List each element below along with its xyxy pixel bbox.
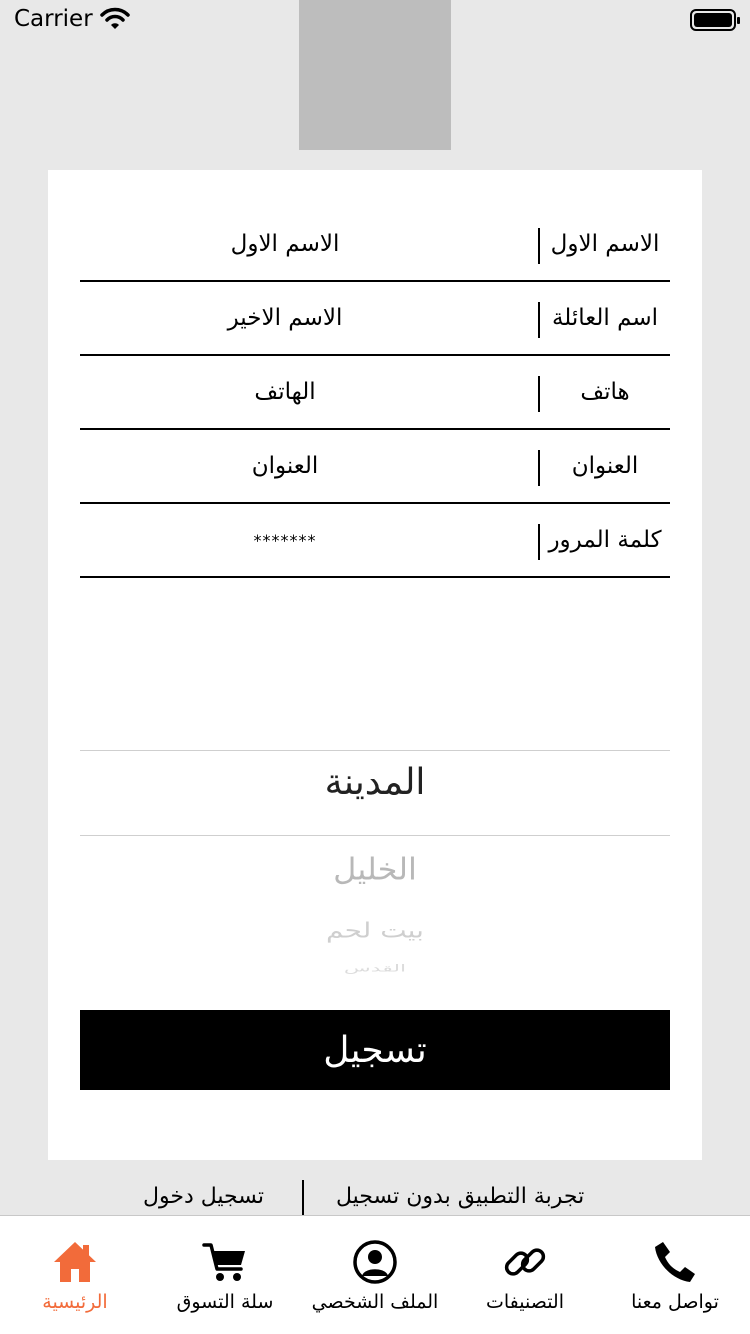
password-input[interactable]	[80, 504, 490, 576]
phone-row	[80, 356, 670, 430]
guest-mode-link[interactable]: تجربة التطبيق بدون تسجيل	[336, 1184, 585, 1209]
cart-icon	[201, 1238, 249, 1286]
tab-cart[interactable]	[150, 1216, 300, 1334]
tab-label: التصنيفات	[485, 1291, 565, 1313]
login-link[interactable]: تسجيل دخول	[143, 1184, 264, 1209]
tab-contact[interactable]	[600, 1216, 750, 1334]
first-name-row	[80, 208, 670, 282]
last-name-input[interactable]	[80, 282, 490, 354]
battery-icon	[690, 9, 736, 31]
registration-card	[48, 170, 702, 1160]
address-label: العنوان	[571, 453, 639, 479]
tab-categories[interactable]	[450, 1216, 600, 1334]
last-name-label: اسم العائلة	[551, 305, 659, 331]
links-divider	[302, 1180, 304, 1216]
tab-label: تواصل معنا	[631, 1291, 719, 1313]
tab-label: الملف الشخصي	[311, 1291, 439, 1313]
phone-label: هاتف	[580, 379, 630, 405]
picker-option[interactable]: بيت لحم	[326, 918, 424, 943]
phone-input[interactable]	[80, 356, 490, 428]
password-row	[80, 504, 670, 578]
phone-icon	[651, 1238, 699, 1286]
first-name-input[interactable]	[80, 208, 490, 280]
tab-home[interactable]	[0, 1216, 150, 1334]
picker-option[interactable]: القدس	[343, 962, 407, 975]
home-icon	[51, 1238, 99, 1286]
profile-icon	[351, 1238, 399, 1286]
address-row	[80, 430, 670, 504]
picker-selected-city[interactable]: المدينة	[324, 762, 426, 803]
city-picker[interactable]	[80, 750, 670, 975]
last-name-row	[80, 282, 670, 356]
bottom-links	[0, 1178, 750, 1216]
carrier-name: Carrier	[14, 6, 93, 32]
picker-option[interactable]: الخليل	[333, 850, 417, 888]
picker-top-line	[80, 750, 670, 751]
logo-placeholder	[299, 0, 451, 150]
address-input[interactable]	[80, 430, 490, 502]
first-name-label: الاسم الاول	[550, 231, 660, 257]
picker-bottom-line	[80, 835, 670, 836]
password-label: كلمة المرور	[548, 527, 662, 553]
tab-label: الرئيسية	[42, 1291, 108, 1313]
register-button[interactable]: تسجيل	[80, 1010, 670, 1090]
tab-bar	[0, 1215, 750, 1334]
tab-profile[interactable]	[300, 1216, 450, 1334]
link-icon	[501, 1238, 549, 1286]
tab-label: سلة التسوق	[176, 1291, 274, 1313]
